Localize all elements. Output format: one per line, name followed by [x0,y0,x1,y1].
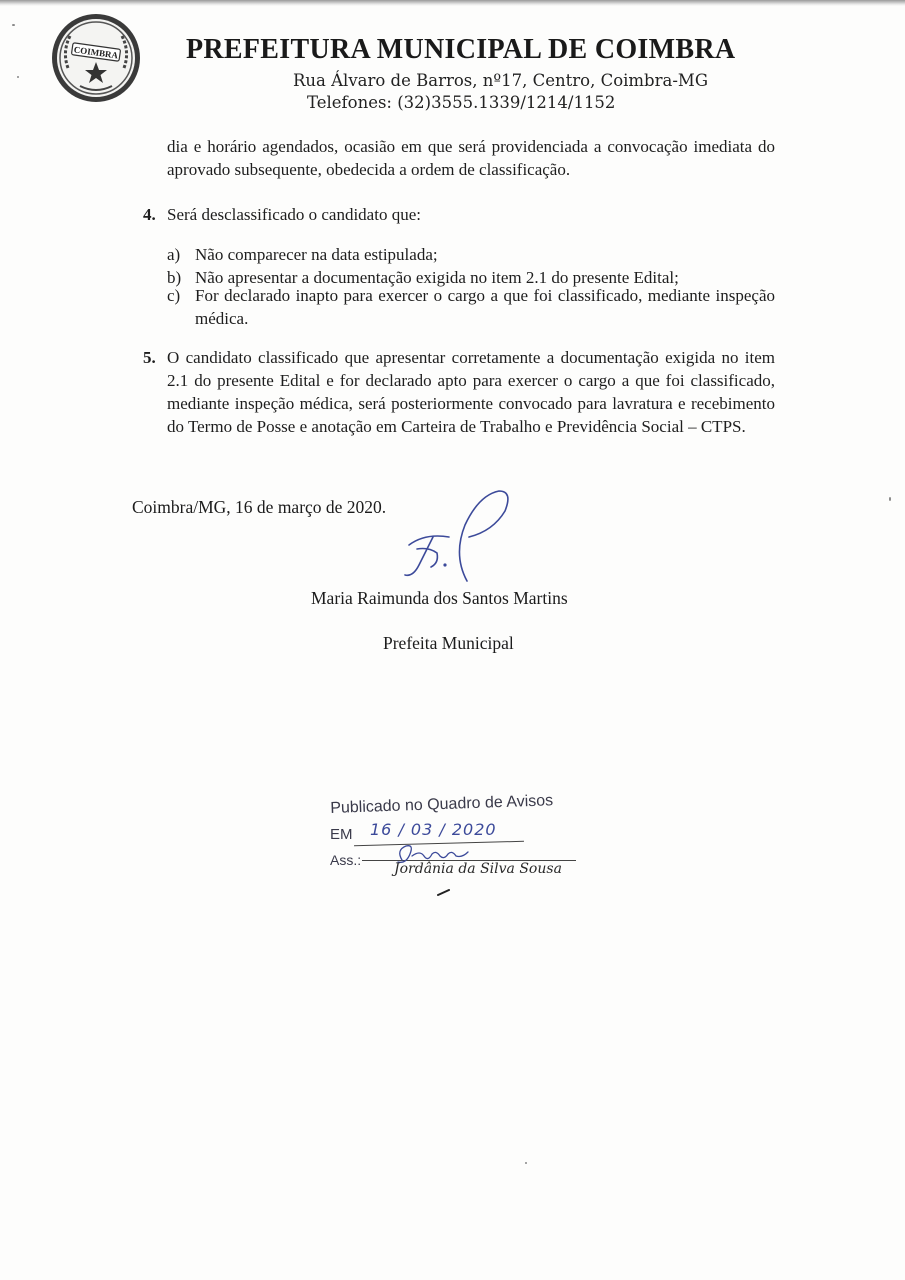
subitem-c-text: For declarado inapto para exercer o cargo a que foi classificado, mediante inspeção médica. [195,286,775,328]
municipal-seal-icon [50,12,142,104]
seal-text: COIMBRA [73,44,119,61]
place-date: Coimbra/MG, 16 de março de 2020. [132,497,387,517]
scan-edge [0,0,905,6]
scan-speck [525,1162,527,1164]
subitem-c-mark: c) [167,286,181,305]
subitem-a-text: Não comparecer na data estipulada; [195,245,438,264]
org-address: Rua Álvaro de Barros, nº17, Centro, Coimbra-MG [293,71,708,90]
item-5 [143,346,775,438]
item-5-number: 5. [143,348,156,367]
org-phones: Telefones: (32)3555.1339/1214/1152 [307,93,616,112]
subitem-a-mark: a) [167,245,181,264]
scan-speck [12,24,15,26]
publication-stamp [328,794,588,894]
stamp-clerk-name: Jordânia da Silva Sousa [394,861,562,877]
subitem-c [167,284,775,330]
signer-role: Prefeita Municipal [383,633,514,653]
scan-speck [889,497,891,501]
subitem-b-mark: b) [167,268,182,287]
handwritten-signature-icon [395,485,525,585]
org-name: PREFEITURA MUNICIPAL DE COIMBRA [186,34,736,65]
subitem-b-text: Não apresentar a documentação exigida no item 2.1 do presente Edital; [195,268,679,287]
item-5-text: O candidato classificado que apresentar corretamente a documentação exigida no item 2.1 do presente Edital e for declarado apto para exercer o cargo a que foi classificado, mediante inspeção médica, será posteriormente convocado para lavratura e recebimento do Termo de Posse e anotação em Carteira de Trabalho e Previdência Social – CTPS. [167,348,775,436]
stamp-ass-label: Ass.: [330,852,362,868]
item-4-number: 4. [143,205,156,224]
stamp-date: 16 / 03 / 2020 [370,820,497,839]
stamp-em-label: EM [330,826,353,843]
scan-speck [17,76,19,78]
signer-name: Maria Raimunda dos Santos Martins [311,588,568,608]
subitem-a [167,243,775,266]
ink-mark-icon [437,888,451,896]
stamp-title: Publicado no Quadro de Avisos [330,792,554,817]
continuation-paragraph: dia e horário agendados, ocasião em que será providenciada a convocação imediata do aprovado subsequente, obedecida a ordem de classificação. [167,137,775,179]
item-4-text: Será desclassificado o candidato que: [167,205,421,224]
item-4 [143,203,775,226]
